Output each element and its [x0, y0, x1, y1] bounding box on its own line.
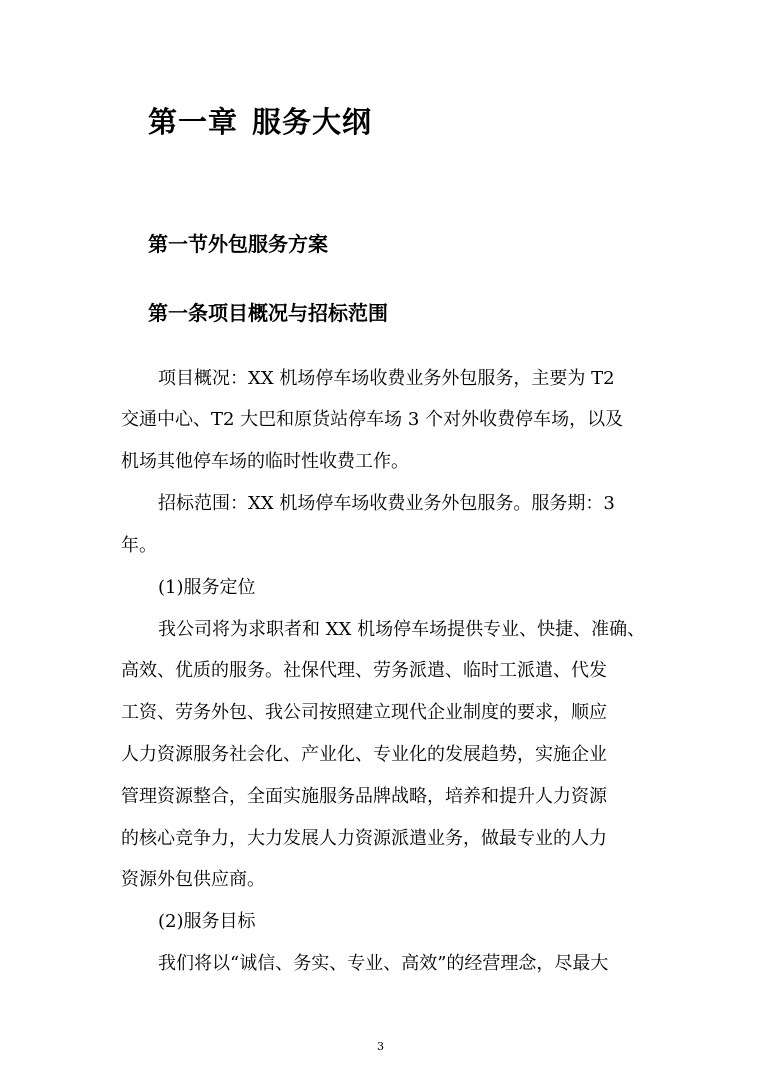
paragraph-line: 管理资源整合，全面实施服务品牌战略，培养和提升人力资源 [121, 786, 607, 807]
paragraph-line: 工资、劳务外包、我公司按照建立现代企业制度的要求，顺应 [121, 702, 607, 723]
paragraph-line: 交通中心、T2 大巴和原货站停车场 3 个对外收费停车场，以及 [121, 409, 624, 430]
paragraph-line: 我公司将为求职者和 XX 机场停车场提供专业、快捷、准确、 [158, 619, 646, 640]
paragraph-line: 资源外包供应商。 [121, 869, 265, 890]
paragraph-line: 招标范围：XX 机场停车场收费业务外包服务。服务期：3 [158, 493, 615, 514]
chapter-name: 服务大纲 [252, 105, 373, 139]
paragraph-line: 机场其他停车场的临时性收费工作。 [121, 451, 409, 472]
subheading-service-goal: (2)服务目标 [158, 911, 256, 932]
paragraph-line: 项目概况：XX 机场停车场收费业务外包服务，主要为 T2 [158, 368, 615, 389]
chapter-title [148, 100, 372, 141]
paragraph-line: 我们将以“诚信、务实、专业、高效”的经营理念，尽最大 [158, 953, 609, 974]
subheading-service-positioning: (1)服务定位 [158, 577, 256, 598]
paragraph-line: 人力资源服务社会化、产业化、专业化的发展趋势，实施企业 [121, 744, 607, 765]
paragraph-line: 高效、优质的服务。社保代理、劳务派遣、临时工派遣、代发 [121, 660, 607, 681]
page-number: 3 [377, 1040, 384, 1053]
chapter-number: 第一章 [148, 105, 239, 139]
paragraph-line: 年。 [121, 535, 157, 556]
article-title: 第一条项目概况与招标范围 [148, 301, 388, 325]
section-title: 第一节外包服务方案 [148, 232, 328, 256]
paragraph-line: 的核心竞争力，大力发展人力资源派遣业务，做最专业的人力 [121, 828, 607, 849]
